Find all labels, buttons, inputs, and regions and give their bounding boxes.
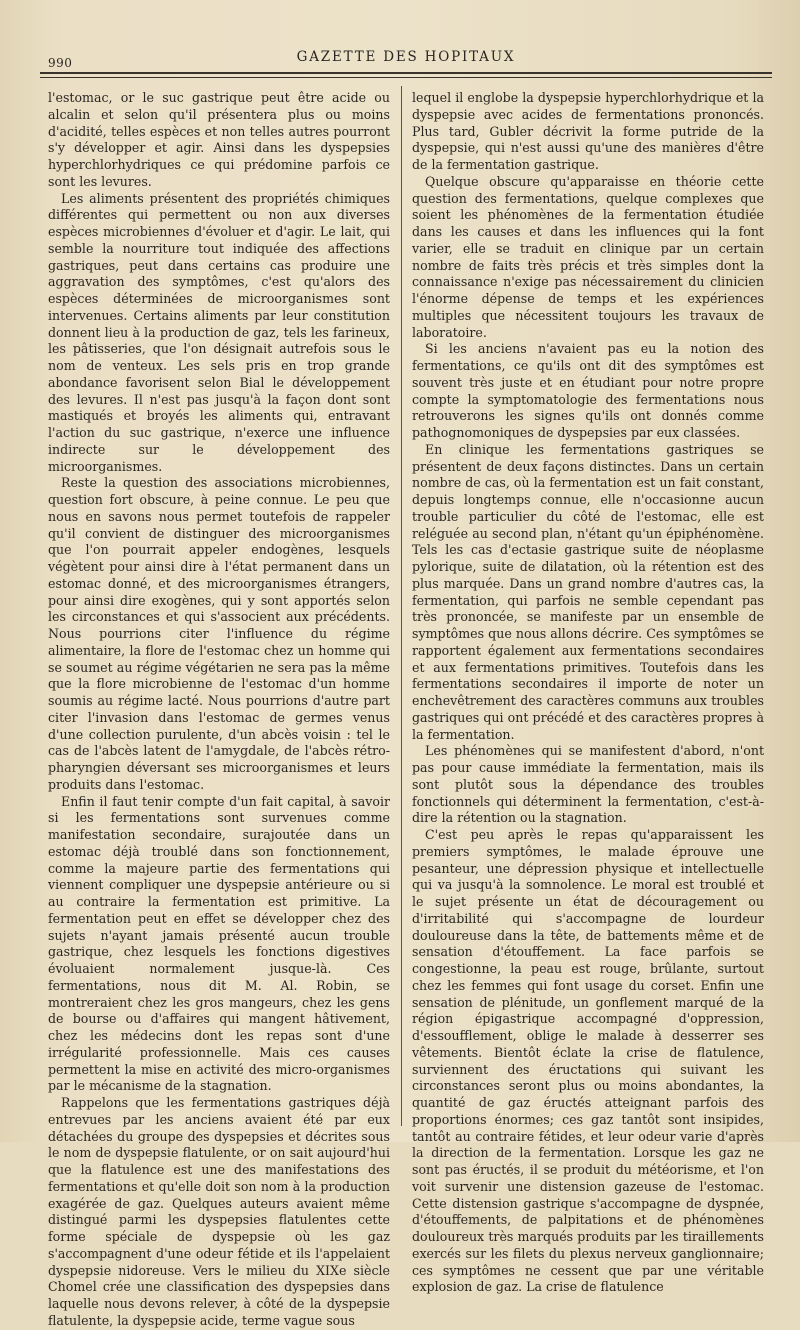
page-header xyxy=(40,44,772,70)
paragraph: Les aliments présentent des propriétés chimiques différentes qui permettent ou non aux diverses espèces microbiennes d'évoluer et d'agir. Le lait, qui semble la nourriture tout indiquée des affections gastriques, peut dans certains cas produire une aggravation des symptômes, c'est qu'alors des espèces déterminées de microorganismes sont intervenues. Certains aliments par leur constitution donnent lieu à la production de gaz, tels les farineux, les pâtisseries, que l'on désignait autrefois sous le nom de venteux. Les sels pris en trop grande abondance favorisent selon Bial le développement des levures. Il n'est pas jusqu'à la façon dont sont mastiqués et broyés les aliments qui, entravant l'action du suc gastrique, n'exerce une influence indirecte sur le développement des microorganismes. xyxy=(48,190,390,474)
paragraph: lequel il englobe la dyspepsie hyperchlorhydrique et la dyspepsie avec acides de fermentations prononcés. Plus tard, Gubler décrivit la forme putride de la dyspepsie, qui n'est aussi qu'une des manières d'être de la fermentation gastrique. xyxy=(412,90,764,172)
paragraph: Reste la question des associations microbiennes, question fort obscure, à peine connue. Le peu que nous en savons nous permet toutefois de rappeler qu'il convient de distinguer des microorganismes que l'on pourrait appeler endogènes, lesquels végètent pour ainsi dire à l'état permanent dans un estomac donné, et des microorganismes étrangers, pour ainsi dire exogènes, qui y sont apportés selon les circonstances et qui s'associent aux précédents. Nous pourrions citer l'influence du régime alimentaire, la flore de l'estomac chez un homme qui se soumet au régime végétarien ne sera pas la même que la flore microbienne de l'estomac d'un homme soumis au régime lacté. Nous pourrions d'autre part citer l'invasion dans l'estomac de germes venus d'une collection purulente, d'un abcès voisin : tel le cas de l'abcès latent de l'amygdale, de l'abcès rétro-pharyngien déversant ses microorganismes et leurs produits dans l'estomac. xyxy=(48,475,390,792)
paragraph: Enfin il faut tenir compte d'un fait capital, à savoir si les fermentations sont survenues comme manifestation secondaire, surajoutée dans un estomac déjà troublé dans son fonctionnement, comme la majeure partie des fermentations qui viennent compliquer une dyspepsie antérieure ou si au contraire la fermentation est primitive. La fermentation peut en effet se développer chez des sujets n'ayant jamais présenté aucun trouble gastrique, chez lesquels les fonctions digestives évoluaient normalement jusque-là. Ces fermentations, nous dit M. Al. Robin, se montreraient chez les gros mangeurs, chez les gens de bourse ou d'affaires qui mangent hâtivement, chez les médecins dont les repas sont d'une irrégularité professionnelle. Mais ces causes permettent la mise en activité des micro-organismes par le mécanisme de la stagnation. xyxy=(48,793,390,1094)
column-divider xyxy=(401,86,402,1126)
paragraph: Les phénomènes qui se manifestent d'abord, n'ont pas pour cause immédiate la fermentation, mais ils sont plutôt sous la dépendance des troubles fonctionnels qui déterminent la fermentation, c'est-à-dire la rétention ou la stagnation. xyxy=(412,743,764,826)
page-number: 990 xyxy=(48,56,73,70)
left-column xyxy=(48,90,390,1330)
paragraph: Quelque obscure qu'apparaisse en théorie cette question des fermentations, quelque complexes que soient les phénomènes de la fermentation étudiée dans les causes et dans les influences qui la font varier, elle se traduit en clinique par un certain nombre de faits très précis et très simples dont la connaissance n'exige pas nécessairement du clinicien l'énorme dépense de temps et les expériences multiples que nécessitent toujours les travaux de laboratoire. xyxy=(412,173,764,340)
paragraph: l'estomac, or le suc gastrique peut être acide ou alcalin et selon qu'il présentera plus ou moins d'acidité, telles espèces et non telles autres pourront s'y développer et agir. Ainsi dans les dyspepsies hyperchlorhydriques ce qui prédomine parfois ce sont les levures. xyxy=(48,90,390,189)
header-rule-thin xyxy=(40,77,772,78)
paragraph: En clinique les fermentations gastriques se présentent de deux façons distinctes. Dans un certain nombre de cas, où la fermentation est un fait constant, depuis longtemps connue, elle n'occasionne aucun trouble particulier du côté de l'estomac, elle est reléguée au second plan, n'étant qu'un épiphénomène. Tels les cas d'ectasie gastrique suite de néoplasme pylorique, suite de dilatation, où la rétention est des plus marquée. Dans un grand nombre d'autres cas, la fermentation, qui parfois ne semble cependant pas très prononcée, se manifeste par un ensemble de symptômes que nous allons décrire. Ces symptômes se rapportent également aux fermentations secondaires et aux fermentations primitives. Toutefois dans les fermentations secondaires il importe de noter un enchevêtrement des caractères communs aux troubles gastriques qui ont précédé et des caractères propres à la fermentation. xyxy=(412,441,764,742)
right-column xyxy=(412,90,764,1296)
paragraph: Rappelons que les fermentations gastriques déjà entrevues par les anciens avaient été par eux détachées du groupe des dyspepsies et décrites sous le nom de dyspepsie flatulente, or on sait aujourd'hui que la flatulence est une des manifestations des fermentations et qu'elle doit son nom à la production exagérée de gaz. Quelques auteurs avaient même distingué parmi les dyspepsies flatulentes cette forme spéciale de dyspepsie où les gaz s'accompagnent d'une odeur fétide et ils l'appelaient dyspepsie nidoreuse. Vers le milieu du XIXe siècle Chomel crée une classification des dyspepsies dans laquelle nous devons relever, à côté de la dyspepsie flatulente, la dyspepsie acide, terme vague sous xyxy=(48,1095,390,1328)
paragraph: C'est peu après le repas qu'apparaissent les premiers symptômes, le malade éprouve une pesanteur, une dépression physique et intellectuelle qui va jusqu'à la somnolence. Le moral est troublé et le sujet présente un état de découragement ou d'irritabilité qui s'accompagne de lourdeur douloureuse dans la tête, de battements même et de sensation d'étouffement. La face parfois se congestionne, la peau est rouge, brûlante, surtout chez les femmes qui font usage du corset. Enfin une sensation de plénitude, un gonflement marqué de la région épigastrique accompagné d'oppression, d'essoufflement, oblige le malade à desserrer ses vêtements. Bientôt éclate la crise de flatulence, surviennent des éructations qui suivant les circonstances seront plus ou moins abondantes, la quantité de gaz éructés atteignant parfois des proportions énormes; ces gaz tantôt sont insipides, tantôt au contraire fétides, et leur odeur varie d'après la direction de la fermentation. Lorsque les gaz ne sont pas éructés, il se produit du météorisme, et l'on voit survenir une distension gazeuse de l'estomac. Cette distension gastrique s'accompagne de dyspnée, d'étouffements, de palpitations et de phénomènes douloureux très marqués produits par les tiraillements exercés sur les filets du plexus nerveux ganglionnaire; ces symptômes ne cessent que par une véritable explosion de gaz. La crise de flatulence xyxy=(412,827,764,1295)
header-rule-thick xyxy=(40,72,772,74)
paragraph: Si les anciens n'avaient pas eu la notion des fermentations, ce qu'ils ont dit des symptômes est souvent très juste et en étudiant pour notre propre compte la symptomatologie des fermentations nous retrouverons les signes qu'ils ont donnés comme pathognomoniques de dyspepsies par eux classées. xyxy=(412,341,764,440)
running-title: GAZETTE DES HOPITAUX xyxy=(296,49,516,65)
